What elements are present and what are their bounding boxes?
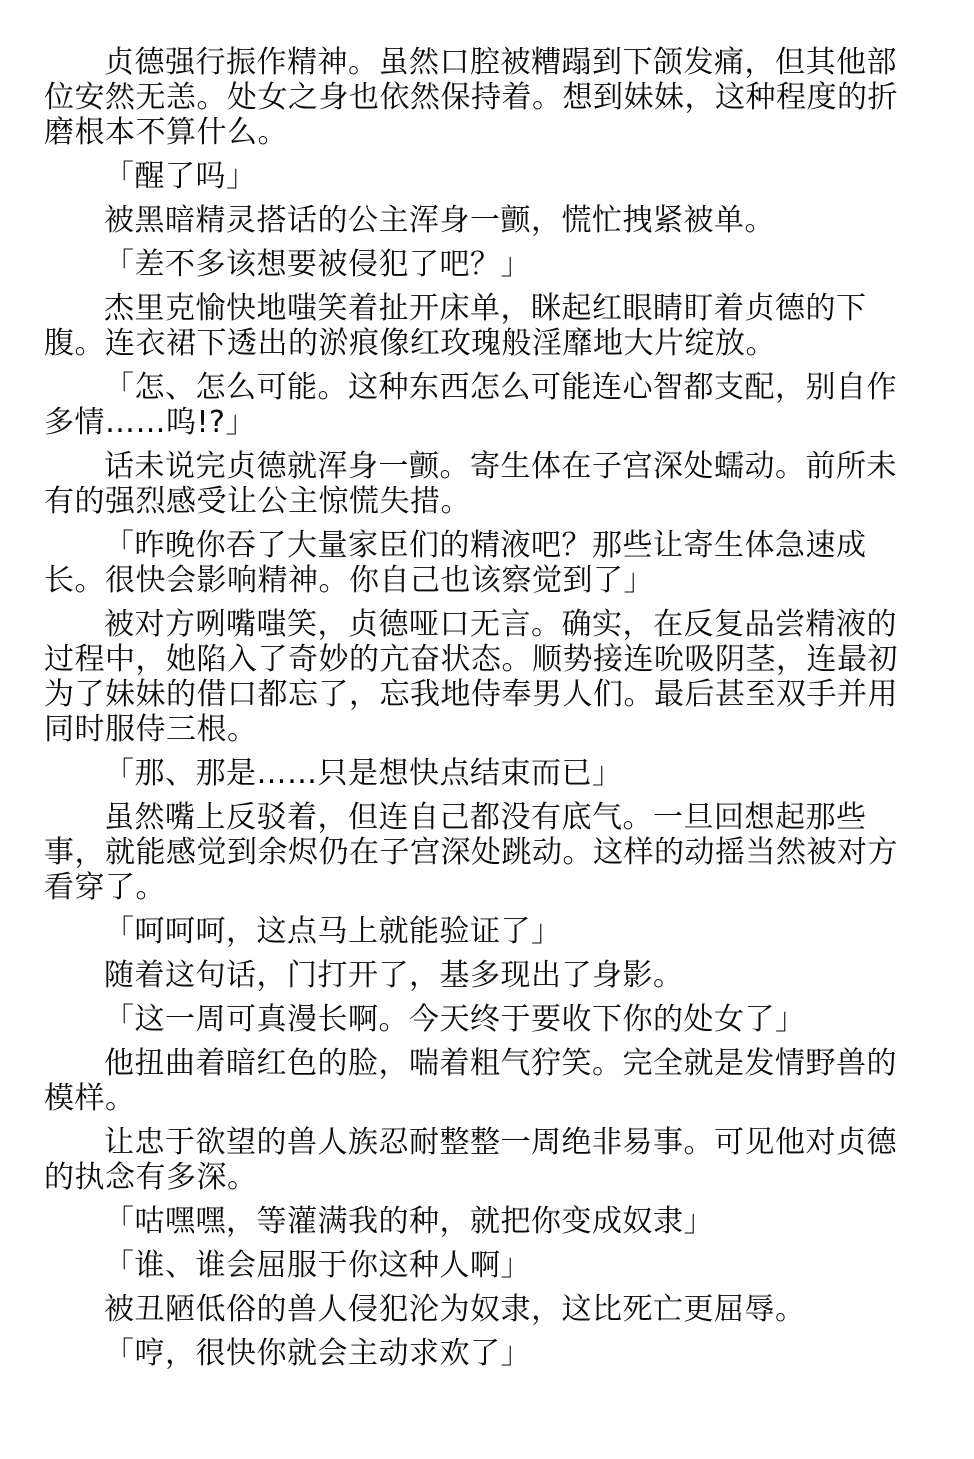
paragraph: 话未说完贞德就浑身一颤。寄生体在子宫深处蠕动。前所未有的强烈感受让公主惊慌失措。 xyxy=(44,449,897,519)
dialogue-paragraph: 「那、那是……只是想快点结束而已」 xyxy=(104,756,623,791)
paragraph: 虽然嘴上反驳着，但连自己都没有底气。一旦回想起那些事，就能感觉到余烬仍在子宫深处跳动。这样的动摇当然被对方看穿了。 xyxy=(44,800,898,905)
dialogue-paragraph: 「醒了吗」 xyxy=(104,159,257,194)
dialogue-paragraph: 「怎、怎么可能。这种东西怎么可能连心智都支配，别自作多情……呜!?」 xyxy=(44,370,897,440)
paragraph: 被黑暗精灵搭话的公主浑身一颤，慌忙拽紧被单。 xyxy=(104,203,775,238)
paragraph: 他扭曲着暗红色的脸，喘着粗气狞笑。完全就是发情野兽的模样。 xyxy=(44,1046,897,1116)
dialogue-paragraph: 「这一周可真漫长啊。今天终于要收下你的处女了」 xyxy=(104,1002,806,1037)
paragraph: 贞德强行振作精神。虽然口腔被糟蹋到下颌发痛，但其他部位安然无恙。处女之身也依然保持着。想到妹妹，这种程度的折磨根本不算什么。 xyxy=(44,45,898,150)
dialogue-paragraph: 「差不多该想要被侵犯了吧？」 xyxy=(104,247,531,282)
dialogue-paragraph: 「谁、谁会屈服于你这种人啊」 xyxy=(104,1248,531,1283)
paragraph: 随着这句话，门打开了，基多现出了身影。 xyxy=(104,958,684,993)
dialogue-paragraph: 「哼，很快你就会主动求欢了」 xyxy=(104,1336,531,1371)
dialogue-paragraph: 「呵呵呵，这点马上就能验证了」 xyxy=(104,914,562,949)
paragraph: 让忠于欲望的兽人族忍耐整整一周绝非易事。可见他对贞德的执念有多深。 xyxy=(44,1125,897,1195)
dialogue-paragraph: 「昨晚你吞了大量家臣们的精液吧？那些让寄生体急速成长。很快会影响精神。你自己也该察觉到了」 xyxy=(44,528,867,598)
paragraph: 杰里克愉快地嗤笑着扯开床单，眯起红眼睛盯着贞德的下腹。连衣裙下透出的淤痕像红玫瑰般淫靡地大片绽放。 xyxy=(44,291,867,361)
paragraph: 被对方咧嘴嗤笑，贞德哑口无言。确实，在反复品尝精液的过程中，她陷入了奇妙的亢奋状态。顺势接连吮吸阴茎，连最初为了妹妹的借口都忘了，忘我地侍奉男人们。最后甚至双手并用同时服侍三根。 xyxy=(44,607,898,747)
dialogue-paragraph: 「咕嘿嘿，等灌满我的种，就把你变成奴隶」 xyxy=(104,1204,714,1239)
paragraph: 被丑陋低俗的兽人侵犯沦为奴隶，这比死亡更屈辱。 xyxy=(104,1292,806,1327)
